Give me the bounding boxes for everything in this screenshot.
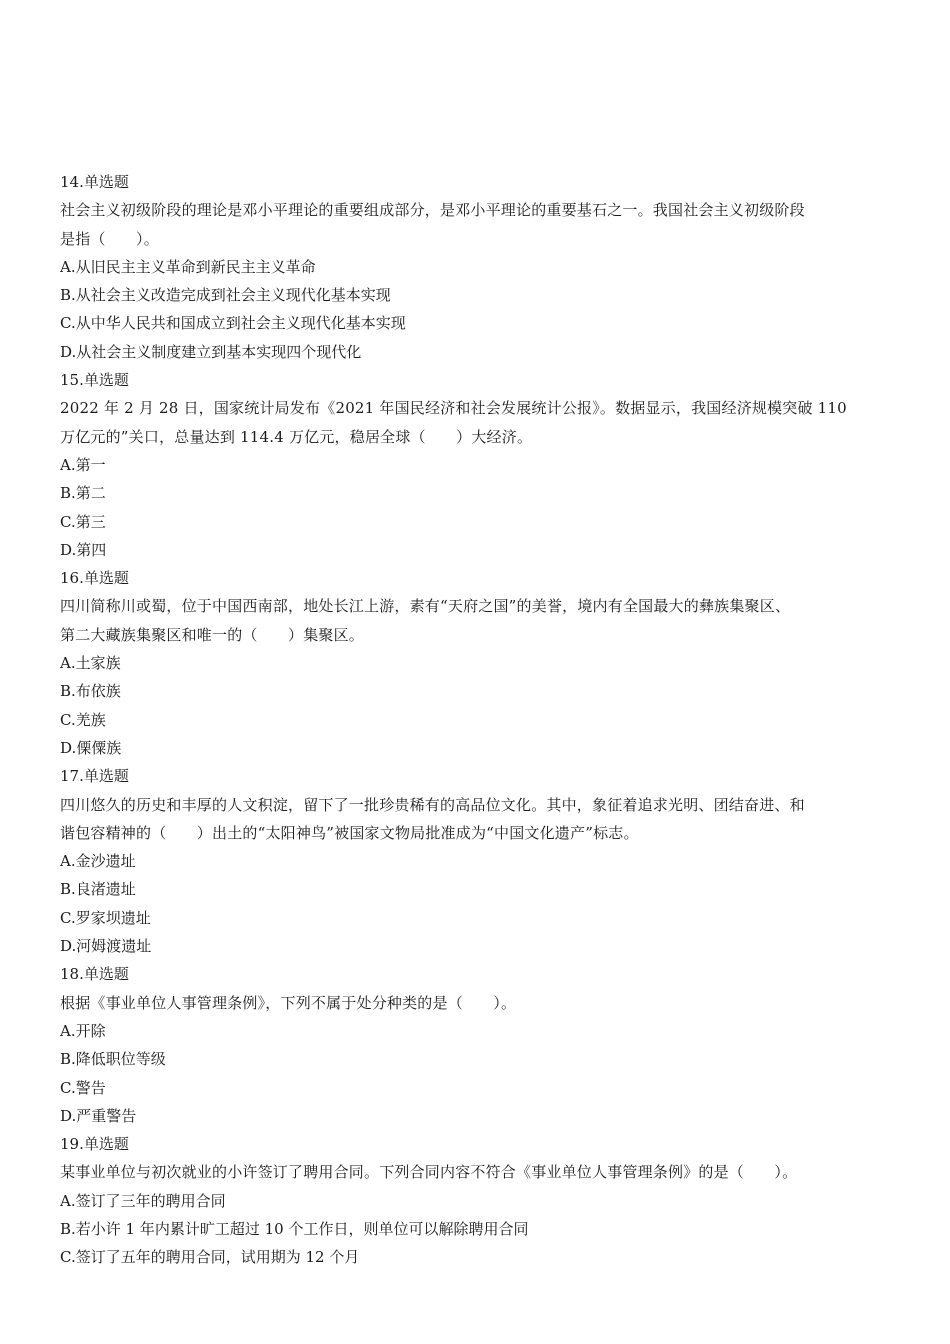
option-a: A.开除 [60,1021,106,1040]
question-stem-line: 谐包容精神的（ ）出土的“太阳神鸟”被国家文物局批准成为“中国文化遗产”标志。 [60,823,639,842]
question-19 [60,1130,898,1271]
option-c: C.罗家坝遗址 [60,908,151,927]
option-a: A.从旧民主主义革命到新民主主义革命 [60,257,316,276]
question-stem-line: 某事业单位与初次就业的小许签订了聘用合同。下列合同内容不符合《事业单位人事管理条例》的是（ ）。 [60,1163,798,1182]
option-b: B.从社会主义改造完成到社会主义现代化基本实现 [60,286,391,305]
question-16 [60,564,898,762]
question-title: 14.单选题 [60,173,129,191]
option-c: C.第三 [60,512,106,531]
question-stem-line: 万亿元的”关口，总量达到 114.4 万亿元，稳居全球（ ）大经济。 [60,427,533,446]
question-14 [60,168,898,366]
question-stem-line: 第二大藏族集聚区和唯一的（ ）集聚区。 [60,625,365,644]
option-c: C.从中华人民共和国成立到社会主义现代化基本实现 [60,314,406,333]
option-b: B.若小许 1 年内累计旷工超过 10 个工作日，则单位可以解除聘用合同 [60,1219,529,1238]
question-stem-line: 四川简称川或蜀，位于中国西南部，地处长江上游，素有“天府之国”的美誉，境内有全国最大的彝族集聚区、 [60,597,791,616]
question-title: 17.单选题 [60,767,129,786]
question-stem-line: 是指（ ）。 [60,229,159,248]
question-title: 16.单选题 [60,569,129,588]
question-stem-line: 根据《事业单位人事管理条例》，下列不属于处分种类的是（ ）。 [60,993,517,1012]
option-d: D.河姆渡遗址 [60,937,152,956]
option-c: C.羌族 [60,710,106,729]
option-a: A.金沙遗址 [60,852,136,871]
option-b: B.布依族 [60,682,121,701]
option-d: D.第四 [60,540,107,559]
option-a: A.土家族 [60,654,121,673]
question-list [60,168,898,1272]
option-b: B.降低职位等级 [60,1050,166,1069]
question-17 [60,762,898,960]
option-c: C.签订了五年的聘用合同，试用期为 12 个月 [60,1248,360,1267]
question-15 [60,366,898,564]
question-stem-line: 四川悠久的历史和丰厚的人文积淀，留下了一批珍贵稀有的高品位文化。其中，象征着追求光明、团结奋进、和 [60,795,805,814]
question-title: 18.单选题 [60,965,129,984]
option-a: A.签订了三年的聘用合同 [60,1191,226,1210]
option-d: D.傈僳族 [60,738,122,757]
question-title: 19.单选题 [60,1135,129,1154]
question-stem-line: 社会主义初级阶段的理论是邓小平理论的重要组成部分，是邓小平理论的重要基石之一。我国社会主义初级阶段 [60,201,805,220]
option-d: D.严重警告 [60,1106,137,1125]
option-b: B.第二 [60,484,106,503]
option-c: C.警告 [60,1078,106,1097]
option-a: A.第一 [60,455,106,474]
question-title: 15.单选题 [60,371,129,390]
option-d: D.从社会主义制度建立到基本实现四个现代化 [60,342,362,361]
question-stem-line: 2022 年 2 月 28 日，国家统计局发布《2021 年国民经济和社会发展统计公报》。数据显示，我国经济规模突破 110 [60,399,847,418]
question-18 [60,960,898,1130]
option-b: B.良渚遗址 [60,880,136,899]
